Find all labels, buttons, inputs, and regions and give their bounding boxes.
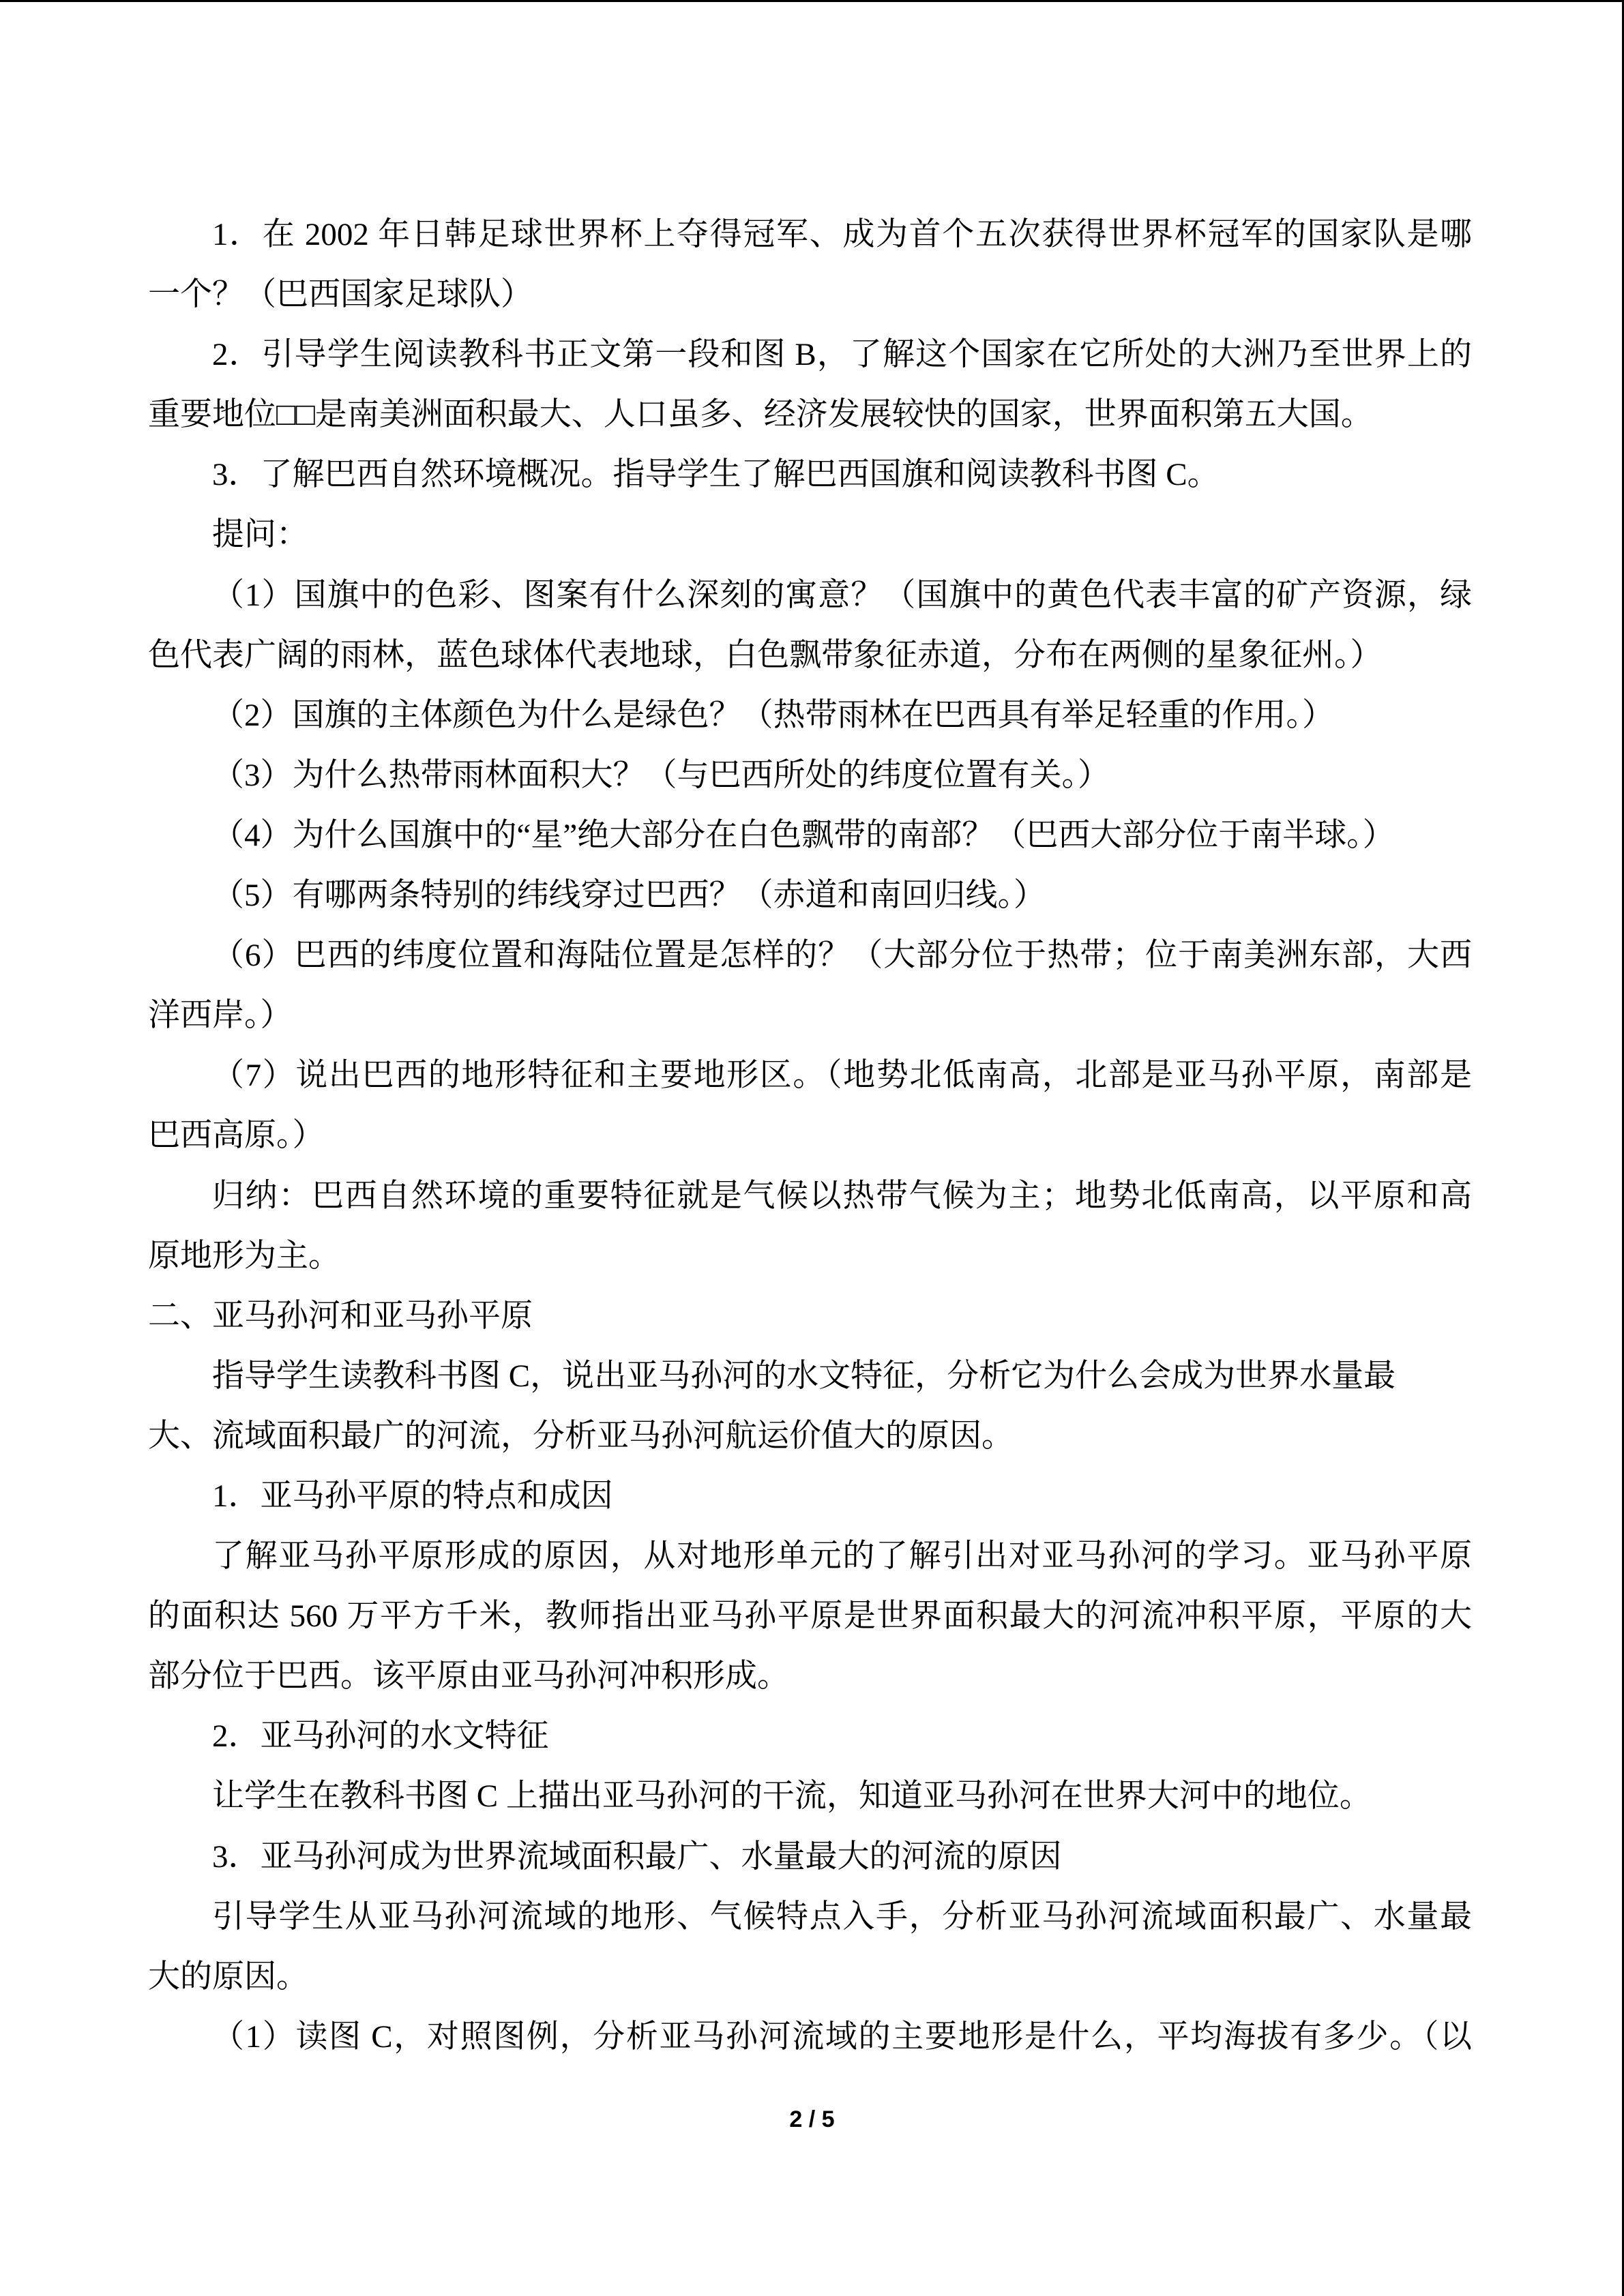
section-title: 二、亚马孙河和亚马孙平原: [148, 1298, 533, 1334]
text-line: 巴西高原。）: [148, 1118, 325, 1154]
text-line: 重要地位□□是南美洲面积最大、人口虽多、经济发展较快的国家，世界面积第五大国。: [148, 397, 1373, 433]
text-line: 部分位于巴西。该平原由亚马孙河冲积形成。: [148, 1658, 789, 1695]
subheading-text: 1．亚马孙平原的特点和成因: [212, 1478, 613, 1514]
subheading-text: 3．亚马孙河成为世界流域面积最广、水量最大的河流的原因: [212, 1838, 1062, 1875]
text-line: 提问：: [212, 517, 308, 553]
paragraph-hydrology: [148, 1766, 1472, 1826]
text-line: 洋西岸。）: [148, 998, 293, 1034]
text-line: 1．在 2002 年日韩足球世界杯上夺得冠军、成为首个五次获得世界杯冠军的国家队是哪: [212, 217, 1472, 252]
paragraph-section-intro: [148, 1346, 1472, 1466]
paragraph-question-latitude-lines: [148, 865, 1472, 925]
text-line: （6）巴西的纬度位置和海陆位置是怎样的？（大部分位于热带；位于南美洲东部，大西: [212, 938, 1472, 974]
paragraph-plain-formation: [148, 1526, 1472, 1706]
paragraph-question-terrain: [148, 1045, 1472, 1165]
text-line: 了解亚马孙平原形成的原因，从对地形单元的了解引出对亚马孙河的学习。亚马孙平原: [212, 1538, 1472, 1575]
paragraph-question-read-map: [148, 2007, 1472, 2067]
paragraph-step-3: [148, 445, 1472, 505]
text-line: （7）说出巴西的地形特征和主要地形区。（地势北低南高，北部是亚马孙平原，南部是: [212, 1058, 1472, 1094]
subheading-reasons: [148, 1827, 1472, 1887]
subheading-text: 2．亚马孙河的水文特征: [212, 1718, 549, 1755]
paragraph-question-flag-color: [148, 685, 1472, 745]
section-heading: [148, 1286, 1472, 1346]
subheading-hydrology: [148, 1706, 1472, 1766]
text-line: 一个？（巴西国家足球队）: [148, 277, 533, 313]
text-line: 3．了解巴西自然环境概况。指导学生了解巴西国旗和阅读教科书图 C。: [212, 457, 1220, 493]
paragraph-question-flag-meaning: [148, 565, 1472, 685]
text-line: 色代表广阔的雨林，蓝色球体代表地球，白色飘带象征赤道，分布在两侧的星象征州。）: [148, 637, 1383, 673]
subheading-plain: [148, 1466, 1472, 1526]
text-line: 归纳：巴西自然环境的重要特征就是气候以热带气候为主；地势北低南高，以平原和高: [212, 1178, 1472, 1214]
text-line: 原地形为主。: [148, 1238, 340, 1274]
text-line: （1）读图 C，对照图例，分析亚马孙河流域的主要地形是什么，平均海拔有多少。（以: [212, 2018, 1472, 2055]
text-line: （5）有哪两条特别的纬线穿过巴西？（赤道和南回归线。）: [212, 878, 1046, 914]
paragraph-question-location: [148, 925, 1472, 1045]
text-line: 的面积达 560 万平方千米，教师指出亚马孙平原是世界面积最大的河流冲积平原，平原的大: [148, 1598, 1472, 1635]
paragraph-reasons: [148, 1887, 1472, 2007]
document-body: [148, 205, 1472, 2067]
paragraph-questions-label: [148, 505, 1472, 565]
text-line: （3）为什么热带雨林面积大？（与巴西所处的纬度位置有关。）: [212, 757, 1110, 793]
text-line: 指导学生读教科书图 C，说出亚马孙河的水文特征，分析它为什么会成为世界水量最: [212, 1358, 1396, 1394]
text-line: 让学生在教科书图 C 上描出亚马孙河的干流，知道亚马孙河在世界大河中的地位。: [212, 1778, 1372, 1815]
paragraph-step-2: [148, 325, 1472, 445]
text-line: （4）为什么国旗中的“星”绝大部分在白色飘带的南部？（巴西大部分位于南半球。）: [212, 817, 1395, 853]
text-line: 大、流域面积最广的河流，分析亚马孙河航运价值大的原因。: [148, 1418, 1014, 1454]
paragraph-question-stars: [148, 805, 1472, 865]
page-number: 2 / 5: [789, 2106, 835, 2132]
paragraph-question-rainforest: [148, 745, 1472, 805]
paragraph-question-1: [148, 205, 1472, 325]
text-line: 2．引导学生阅读教科书正文第一段和图 B，了解这个国家在它所处的大洲乃至世界上的: [212, 337, 1472, 373]
text-line: （1）国旗中的色彩、图案有什么深刻的寓意？（国旗中的黄色代表丰富的矿产资源，绿: [212, 577, 1472, 613]
text-line: 大的原因。: [148, 1958, 308, 1995]
paragraph-summary: [148, 1166, 1472, 1286]
text-line: 引导学生从亚马孙河流域的地形、气候特点入手，分析亚马孙河流域面积最广、水量最: [212, 1898, 1472, 1935]
text-line: （2）国旗的主体颜色为什么是绿色？（热带雨林在巴西具有举足轻重的作用。）: [212, 697, 1334, 733]
